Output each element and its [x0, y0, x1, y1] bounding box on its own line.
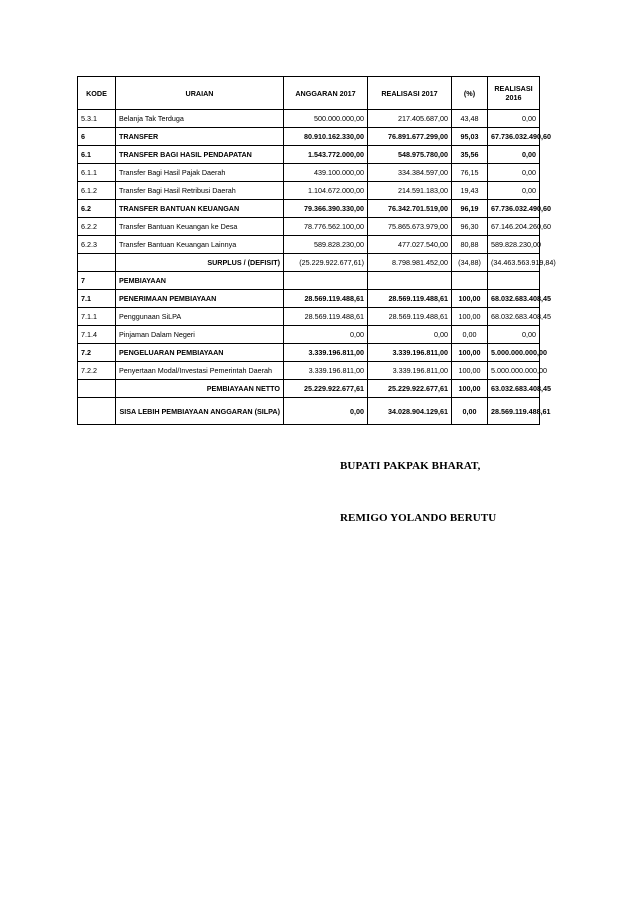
table-row: [78, 362, 540, 380]
table-row: [78, 146, 540, 164]
silpa-realisasi: 34.028.904.129,61: [368, 398, 452, 425]
table-header-row: [78, 77, 540, 110]
table-row: [78, 128, 540, 146]
silpa-row: [78, 398, 540, 425]
cell-persen: 76,15: [452, 164, 488, 182]
cell-realisasi: 477.027.540,00: [368, 236, 452, 254]
cell-uraian: TRANSFER BAGI HASIL PENDAPATAN: [116, 146, 284, 164]
cell-uraian: Penyertaan Modal/Investasi Pemerintah Daerah: [116, 362, 284, 380]
header-kode: KODE: [78, 77, 116, 110]
cell-persen: 0,00: [452, 326, 488, 344]
header-realisasi-prev: REALISASI 2016: [488, 77, 540, 110]
budget-realization-table: [77, 76, 556, 425]
cell-realisasi: 3.339.196.811,00: [368, 362, 452, 380]
cell-kode: 6.2.3: [78, 236, 116, 254]
surplus-row: [78, 254, 540, 272]
cell-realisasi-prev: 68.032.683.408,45: [488, 290, 540, 308]
cell-uraian: Belanja Tak Terduga: [116, 110, 284, 128]
table-cell: [78, 380, 116, 398]
cell-uraian: PENERIMAAN PEMBIAYAAN: [116, 290, 284, 308]
cell-realisasi-prev: 0,00: [488, 326, 540, 344]
netto-persen: 100,00: [452, 380, 488, 398]
netto-realisasi: 25.229.922.677,61: [368, 380, 452, 398]
table-row: [78, 200, 540, 218]
cell-persen: 100,00: [452, 362, 488, 380]
cell-uraian: PENGELUARAN PEMBIAYAAN: [116, 344, 284, 362]
table-body-surplus: [78, 254, 556, 272]
surplus-anggaran: (25.229.922.677,61): [284, 254, 368, 272]
table-row: [78, 164, 540, 182]
cell-realisasi-prev: 0,00: [488, 146, 540, 164]
cell-realisasi: 75.865.673.979,00: [368, 218, 452, 236]
table-row: [78, 344, 540, 362]
cell-realisasi-prev: 0,00: [488, 164, 540, 182]
cell-kode: 6.2: [78, 200, 116, 218]
table-row: [78, 290, 540, 308]
header-realisasi: REALISASI 2017: [368, 77, 452, 110]
table-row: [78, 218, 540, 236]
cell-realisasi: 28.569.119.488,61: [368, 290, 452, 308]
netto-label: PEMBIAYAAN NETTO: [116, 380, 284, 398]
surplus-label: SURPLUS / (DEFISIT): [116, 254, 284, 272]
signatory-title: BUPATI PAKPAK BHARAT,: [340, 460, 481, 472]
cell-anggaran: [284, 272, 368, 290]
table-row: [78, 182, 540, 200]
cell-persen: 100,00: [452, 290, 488, 308]
cell-kode: 6.1: [78, 146, 116, 164]
cell-kode: 7.1.1: [78, 308, 116, 326]
cell-anggaran: 3.339.196.811,00: [284, 344, 368, 362]
cell-anggaran: 28.569.119.488,61: [284, 290, 368, 308]
cell-kode: 6: [78, 128, 116, 146]
cell-realisasi-prev: 589.828.230,00: [488, 236, 540, 254]
cell-persen: 43,48: [452, 110, 488, 128]
table-row: [78, 308, 540, 326]
table-row: [78, 326, 540, 344]
header-uraian: URAIAN: [116, 77, 284, 110]
table-cell: [78, 398, 116, 425]
cell-persen: 96,19: [452, 200, 488, 218]
cell-realisasi: 76.891.677.299,00: [368, 128, 452, 146]
cell-anggaran: 500.000.000,00: [284, 110, 368, 128]
netto-row: [78, 380, 540, 398]
silpa-anggaran: 0,00: [284, 398, 368, 425]
netto-realisasi-prev: 63.032.683.408,45: [488, 380, 540, 398]
cell-realisasi: 214.591.183,00: [368, 182, 452, 200]
cell-kode: 7.2.2: [78, 362, 116, 380]
cell-kode: 7.1.4: [78, 326, 116, 344]
cell-persen: 96,30: [452, 218, 488, 236]
cell-realisasi-prev: 67.736.032.490,60: [488, 200, 540, 218]
cell-realisasi: 3.339.196.811,00: [368, 344, 452, 362]
cell-uraian: TRANSFER: [116, 128, 284, 146]
cell-anggaran: 79.366.390.330,00: [284, 200, 368, 218]
cell-realisasi-prev: [488, 272, 540, 290]
cell-persen: 100,00: [452, 308, 488, 326]
surplus-realisasi: 8.798.981.452,00: [368, 254, 452, 272]
cell-persen: [452, 272, 488, 290]
netto-anggaran: 25.229.922.677,61: [284, 380, 368, 398]
cell-uraian: Transfer Bagi Hasil Retribusi Daerah: [116, 182, 284, 200]
cell-realisasi: 548.975.780,00: [368, 146, 452, 164]
cell-uraian: Transfer Bantuan Keuangan Lainnya: [116, 236, 284, 254]
silpa-realisasi-prev: 28.569.119.488,61: [488, 398, 540, 425]
cell-kode: 7.1: [78, 290, 116, 308]
cell-persen: 100,00: [452, 344, 488, 362]
cell-kode: 6.1.1: [78, 164, 116, 182]
cell-realisasi-prev: 0,00: [488, 110, 540, 128]
header-anggaran: ANGGARAN 2017: [284, 77, 368, 110]
table-row: [78, 272, 540, 290]
cell-kode: 6.1.2: [78, 182, 116, 200]
cell-anggaran: 1.543.772.000,00: [284, 146, 368, 164]
cell-anggaran: 80.910.162.330,00: [284, 128, 368, 146]
cell-kode: 7.2: [78, 344, 116, 362]
table-body-totals: [78, 380, 551, 425]
cell-realisasi-prev: 5.000.000.000,00: [488, 344, 540, 362]
silpa-persen: 0,00: [452, 398, 488, 425]
cell-realisasi-prev: 68.032.683.408,45: [488, 308, 540, 326]
cell-anggaran: 439.100.000,00: [284, 164, 368, 182]
table-body-transfer: [78, 110, 551, 254]
cell-realisasi: 334.384.597,00: [368, 164, 452, 182]
cell-uraian: Transfer Bantuan Keuangan ke Desa: [116, 218, 284, 236]
cell-uraian: Transfer Bagi Hasil Pajak Daerah: [116, 164, 284, 182]
cell-anggaran: 1.104.672.000,00: [284, 182, 368, 200]
cell-realisasi: 76.342.701.519,00: [368, 200, 452, 218]
cell-kode: 6.2.2: [78, 218, 116, 236]
cell-realisasi: 28.569.119.488,61: [368, 308, 452, 326]
cell-anggaran: 589.828.230,00: [284, 236, 368, 254]
cell-kode: 7: [78, 272, 116, 290]
cell-uraian: Pinjaman Dalam Negeri: [116, 326, 284, 344]
cell-realisasi-prev: 67.736.032.490,60: [488, 128, 540, 146]
cell-persen: 80,88: [452, 236, 488, 254]
cell-persen: 19,43: [452, 182, 488, 200]
cell-realisasi-prev: 0,00: [488, 182, 540, 200]
cell-anggaran: 3.339.196.811,00: [284, 362, 368, 380]
table-row: [78, 236, 540, 254]
cell-anggaran: 0,00: [284, 326, 368, 344]
cell-uraian: TRANSFER BANTUAN KEUANGAN: [116, 200, 284, 218]
cell-anggaran: 78.776.562.100,00: [284, 218, 368, 236]
cell-realisasi: [368, 272, 452, 290]
cell-persen: 95,03: [452, 128, 488, 146]
table-body-pembiayaan: [78, 272, 551, 380]
cell-realisasi-prev: 5.000.000.000,00: [488, 362, 540, 380]
surplus-realisasi-prev: (34.463.563.919,84): [488, 254, 540, 272]
cell-uraian: PEMBIAYAAN: [116, 272, 284, 290]
table-row: [78, 110, 540, 128]
cell-anggaran: 28.569.119.488,61: [284, 308, 368, 326]
header-persen: (%): [452, 77, 488, 110]
silpa-label: SISA LEBIH PEMBIAYAAN ANGGARAN (SILPA): [116, 398, 284, 425]
cell-uraian: Penggunaan SiLPA: [116, 308, 284, 326]
cell-persen: 35,56: [452, 146, 488, 164]
cell-realisasi: 217.405.687,00: [368, 110, 452, 128]
table-cell: [78, 254, 116, 272]
cell-realisasi-prev: 67.146.204.260,60: [488, 218, 540, 236]
cell-realisasi: 0,00: [368, 326, 452, 344]
surplus-persen: (34,88): [452, 254, 488, 272]
cell-kode: 5.3.1: [78, 110, 116, 128]
signatory-name: REMIGO YOLANDO BERUTU: [340, 512, 497, 524]
